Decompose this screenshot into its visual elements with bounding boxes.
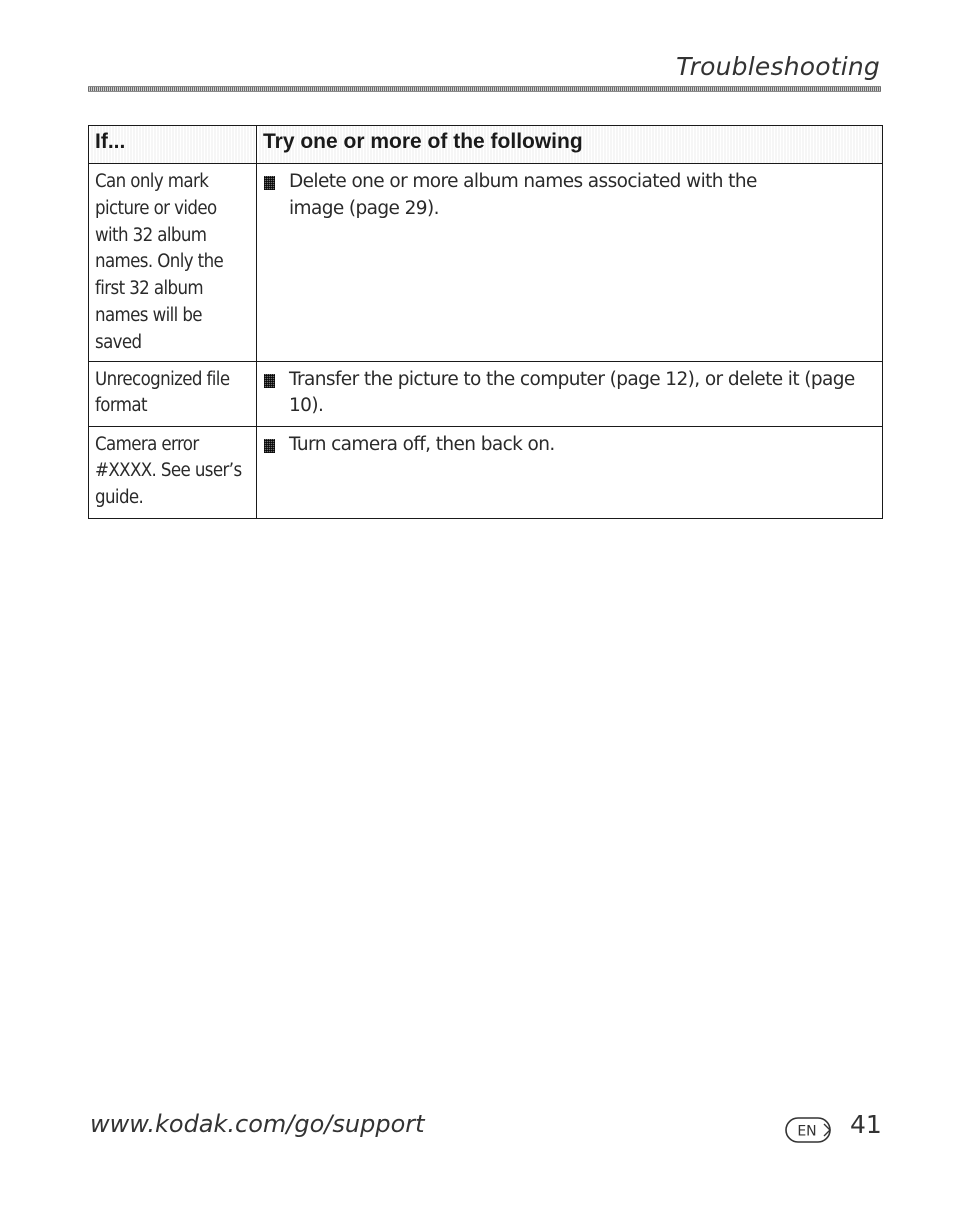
- language-badge-label: EN: [797, 1123, 817, 1140]
- header-rule: [88, 86, 881, 92]
- section-title: Troubleshooting: [676, 52, 880, 81]
- action-cell: [257, 426, 883, 518]
- condition-cell: [89, 361, 257, 426]
- troubleshooting-table: [88, 125, 883, 519]
- action-cell: [257, 164, 883, 362]
- support-url: www.kodak.com/go/support: [90, 1110, 425, 1138]
- action-cell: [257, 361, 883, 426]
- list-item: [263, 169, 876, 223]
- action-text: Turn camera off, then back on.: [289, 433, 555, 455]
- condition-cell: [89, 164, 257, 362]
- action-text: Transfer the picture to the computer (page 12), or delete it (page 10).: [289, 368, 855, 417]
- table-header-row: [89, 126, 883, 164]
- table-row: [89, 361, 883, 426]
- action-text: Delete one or more album names associated with the image (page 29).: [289, 171, 757, 219]
- condition-text: Unrecognized file format: [95, 368, 230, 417]
- column-header-if: If...: [89, 126, 257, 164]
- bullet-icon: [264, 176, 275, 190]
- language-badge: [784, 1116, 832, 1144]
- list-item: [263, 432, 876, 459]
- condition-text: Camera error #XXXX. See user’s guide.: [95, 433, 242, 509]
- bullet-icon: [264, 374, 275, 388]
- list-item: [263, 367, 876, 421]
- table-row: [89, 164, 883, 362]
- column-header-try: Try one or more of the following: [257, 126, 883, 164]
- table-row: [89, 426, 883, 518]
- condition-text: Can only mark picture or video with 32 album names. Only the first 32 album names will be saved: [95, 171, 224, 353]
- page-number: 41: [850, 1110, 882, 1139]
- bullet-icon: [264, 439, 275, 453]
- condition-cell: [89, 426, 257, 518]
